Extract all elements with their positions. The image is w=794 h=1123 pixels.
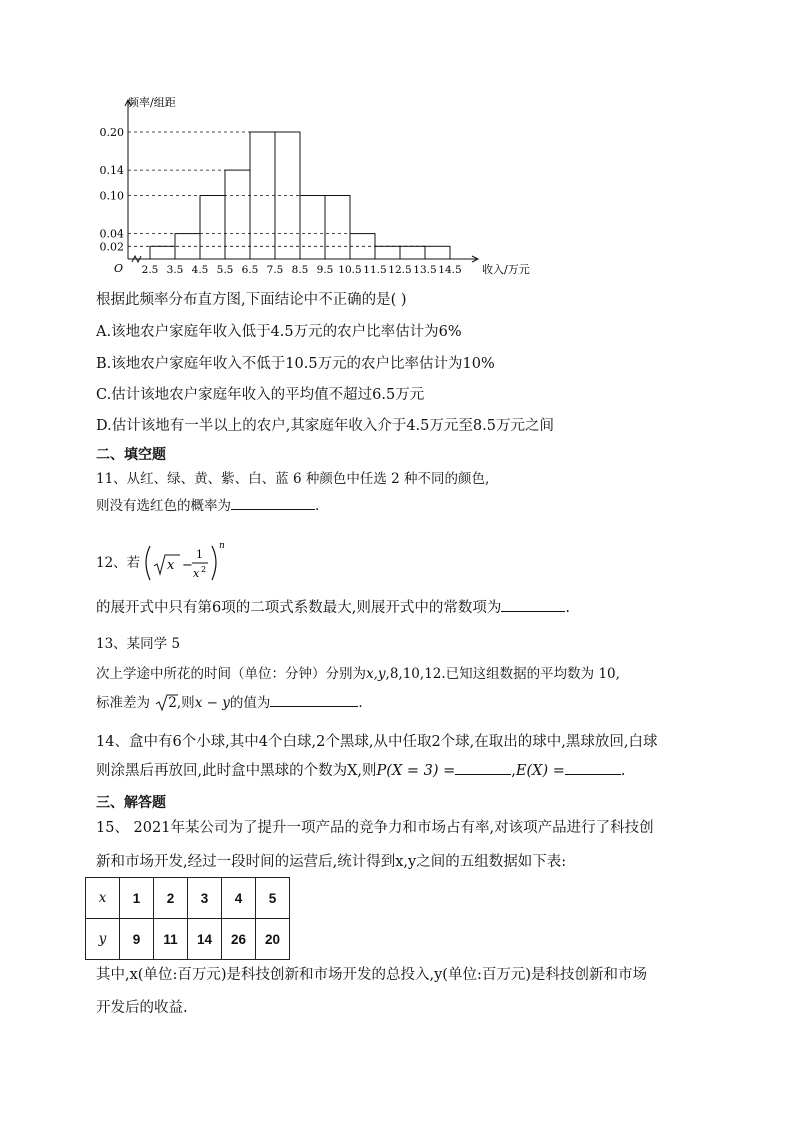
histogram-bar [300, 196, 325, 260]
q14-text: 则涂黑后再放回,此时盒中黑球的个数为X,则 [96, 763, 377, 779]
q13-text-c: ,8,10,12.已知这组数据的平均数为 10, [385, 666, 620, 682]
q13-sqrt-value: 2 [168, 695, 177, 711]
q15-line1: 15、 2021年某公司为了提升一项产品的竞争力和市场占有率,对该项产品进行了科技创 [96, 820, 654, 836]
section2-title: 二、填空题 [96, 447, 166, 463]
q12-text: 的展开式中只有第6项的二项式系数最大,则展开式中的常数项为 [96, 600, 502, 616]
q13-text-value: 的值为 [229, 695, 271, 711]
q14-px: P(X = 3) = [376, 763, 456, 779]
q12-answer-blank[interactable] [501, 599, 565, 612]
x-axis-label: 收入/万元 [482, 263, 530, 276]
histogram-bar [375, 246, 400, 259]
table-cell: 9 [120, 919, 154, 960]
x-tick-label: 13.5 [413, 264, 437, 276]
q11-text: 则没有选红色的概率为 [96, 498, 231, 514]
y-tick-label: 0.02 [99, 240, 124, 254]
table-cell: 14 [188, 919, 222, 960]
q13-text-then: ,则 [176, 695, 195, 711]
histogram-bar [425, 246, 450, 259]
x-tick-label: 8.5 [291, 264, 309, 276]
x-tick-label: 3.5 [166, 264, 184, 276]
table-header-x: x [86, 878, 120, 919]
histogram-bar [400, 246, 425, 259]
q14-line2 [96, 759, 626, 780]
x-tick-label: 14.5 [438, 264, 462, 276]
table-cell: 4 [222, 878, 256, 919]
q10-option-d: D.估计该地有一半以上的农户,其家庭年收入介于4.5万元至8.5万元之间 [96, 418, 554, 434]
y-tick-label: 0.14 [99, 164, 124, 178]
q10-option-a: A.该地农户家庭年收入低于4.5万元的农户比率估计为6% [96, 324, 462, 340]
x-tick-label: 10.5 [338, 264, 362, 276]
q15-line3: 其中,x(单位:百万元)是科技创新和市场开发的总投入,y(单位:百万元)是科技创新和市场 [96, 967, 647, 983]
histogram-bar [200, 196, 225, 260]
q15-line4: 开发后的收益. [96, 1000, 188, 1016]
x-tick-label: 2.5 [141, 264, 159, 276]
q15-line2: 新和市场开发,经过一段时间的运营后,统计得到x,y之间的五组数据如下表: [96, 854, 567, 870]
data-table [85, 877, 290, 960]
y-tick-label: 0.20 [99, 126, 124, 139]
x-tick-label: 6.5 [241, 264, 259, 276]
q12-minus: − [182, 558, 193, 573]
histogram-bar [225, 170, 250, 259]
q12-sqrt-x: x [167, 558, 175, 573]
q14-ex-blank[interactable] [565, 762, 621, 775]
q14-ex: E(X) = [515, 763, 565, 779]
q12-denominator: x [193, 567, 200, 580]
q14-px-blank[interactable] [455, 762, 511, 775]
q13-vars: x,y [366, 666, 386, 682]
q13-line3 [96, 691, 363, 711]
section3-title: 三、解答题 [96, 795, 166, 811]
q12-prefix: 12、若 [96, 555, 141, 571]
table-cell: 26 [222, 919, 256, 960]
q10-option-b: B.该地农户家庭年收入不低于10.5万元的农户比率估计为10% [96, 356, 495, 372]
table-cell: 1 [120, 878, 154, 919]
x-tick-label: 4.5 [191, 264, 209, 276]
q14-end: . [620, 763, 626, 779]
table-cell: 5 [256, 878, 290, 919]
q12-denominator-exp: 2 [201, 565, 207, 574]
x-tick-label: 5.5 [216, 264, 234, 276]
q13-text-std: 标准差为 [96, 695, 150, 711]
q10-stem: 根据此频率分布直方图,下面结论中不正确的是( ) [96, 292, 407, 308]
q12-numerator: 1 [196, 548, 203, 561]
table-cell: 11 [154, 919, 188, 960]
x-tick-label: 9.5 [316, 264, 334, 276]
table-cell: 2 [154, 878, 188, 919]
q12-formula [140, 536, 230, 592]
q13-line1: 13、某同学 5 [96, 636, 181, 652]
q13-text-a: 次上学途中所花的时间（单位：分钟）分别为 [96, 666, 366, 682]
axis-break-icon [132, 256, 141, 262]
q12-line2 [96, 596, 570, 617]
sqrt-icon [156, 694, 178, 712]
q14-line1: 14、盒中有6个小球,其中4个白球,2个黑球,从中任取2个球,在取出的球中,黑球放回,白球 [96, 734, 658, 750]
q11-end: . [315, 498, 320, 514]
x-tick-label: 11.5 [363, 264, 387, 276]
y-tick-label: 0.04 [99, 227, 124, 241]
y-axis-label: 频率/组距 [128, 96, 176, 109]
histogram-bar [150, 246, 175, 259]
histogram-bar [325, 196, 350, 260]
q10-option-c: C.估计该地农户家庭年收入的平均值不超过6.5万元 [96, 387, 425, 403]
q12-end: . [565, 600, 570, 616]
q13-end: . [358, 695, 363, 711]
table-row [86, 878, 290, 919]
q13-answer-blank[interactable] [270, 694, 358, 707]
table-cell: 3 [188, 878, 222, 919]
q11-answer-blank[interactable] [231, 497, 315, 510]
table-header-y: y [86, 919, 120, 960]
x-tick-label: 12.5 [388, 264, 412, 276]
x-tick-label: 7.5 [266, 264, 284, 276]
q11-line2 [96, 494, 319, 514]
q13-expr: x − y [194, 695, 230, 711]
origin-label: O [114, 262, 124, 275]
y-tick-label: 0.10 [99, 189, 124, 203]
q12-exponent: n [219, 541, 225, 551]
table-cell: 20 [256, 919, 290, 960]
q13-line2 [96, 662, 620, 682]
table-row [86, 919, 290, 960]
histogram-chart [90, 88, 650, 278]
q14-sep: , [511, 763, 516, 779]
q11-line1: 11、从红、绿、黄、紫、白、蓝 6 种颜色中任选 2 种不同的颜色, [96, 471, 490, 487]
